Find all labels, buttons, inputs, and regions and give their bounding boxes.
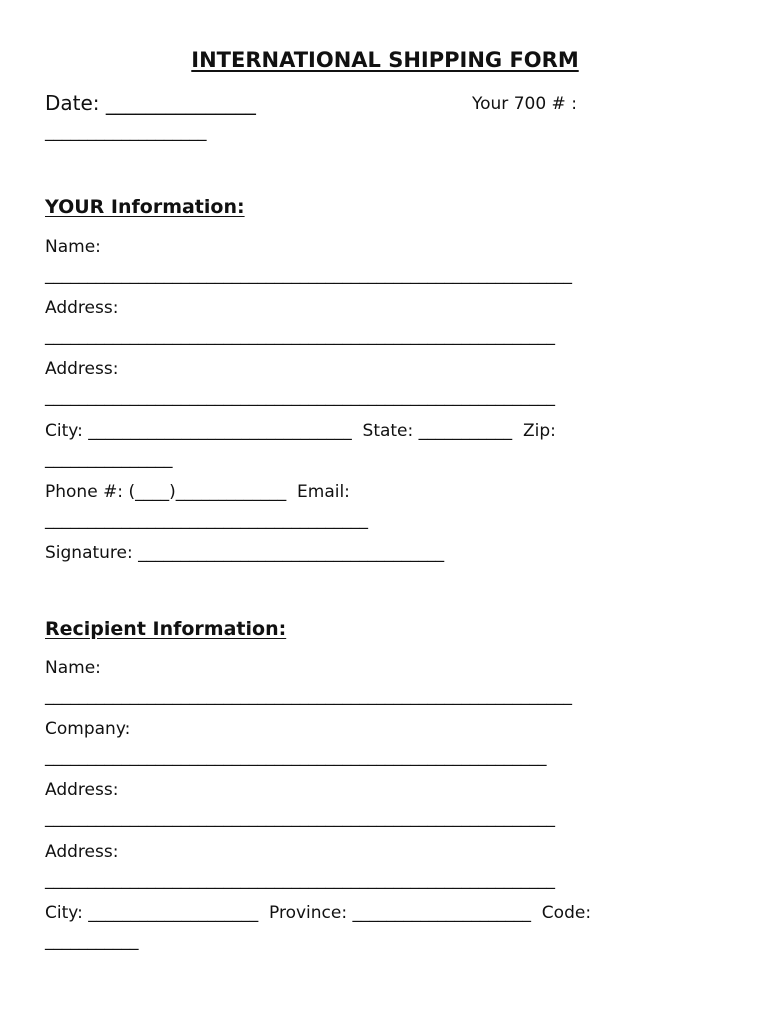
recipient-address1-field[interactable]: ____________________________________________________________ (45, 808, 555, 828)
your-700-label: Your 700 # : (472, 94, 577, 114)
your-address2-field[interactable]: ____________________________________________________________ (45, 387, 555, 407)
recipient-code-field[interactable]: ___________ (45, 931, 139, 951)
your-signature-field[interactable]: Signature: ____________________________________ (45, 543, 445, 563)
your-information-heading: YOUR Information: (45, 196, 245, 218)
date-field[interactable]: Date: _______________ (45, 91, 256, 115)
your-address1-field[interactable]: ____________________________________________________________ (45, 326, 555, 346)
your-email-field[interactable]: ______________________________________ (45, 510, 368, 530)
recipient-company-field[interactable]: ___________________________________________________________ (45, 747, 547, 767)
recipient-address1-label: Address: (45, 780, 119, 800)
recipient-address2-field[interactable]: ____________________________________________________________ (45, 870, 555, 890)
recipient-name-field[interactable]: ______________________________________________________________ (45, 686, 572, 706)
your-name-field[interactable]: ______________________________________________________________ (45, 265, 572, 285)
your-city-state-zip-fields[interactable]: City: _______________________________ State: ___________ Zip: (45, 421, 556, 441)
form-title: INTERNATIONAL SHIPPING FORM (191, 48, 579, 72)
recipient-name-label: Name: (45, 658, 101, 678)
your-address1-label: Address: (45, 298, 119, 318)
recipient-address2-label: Address: (45, 842, 119, 862)
your-zip-field[interactable]: _______________ (45, 449, 173, 469)
your-name-label: Name: (45, 237, 101, 257)
your-address2-label: Address: (45, 359, 119, 379)
your-phone-email-fields[interactable]: Phone #: (____)_____________ Email: (45, 482, 350, 502)
recipient-city-province-code-fields[interactable]: City: ____________________ Province: _____________________ Code: (45, 903, 592, 923)
recipient-information-heading: Recipient Information: (45, 618, 287, 640)
recipient-company-label: Company: (45, 719, 131, 739)
your-700-field[interactable]: ___________________ (45, 122, 207, 142)
